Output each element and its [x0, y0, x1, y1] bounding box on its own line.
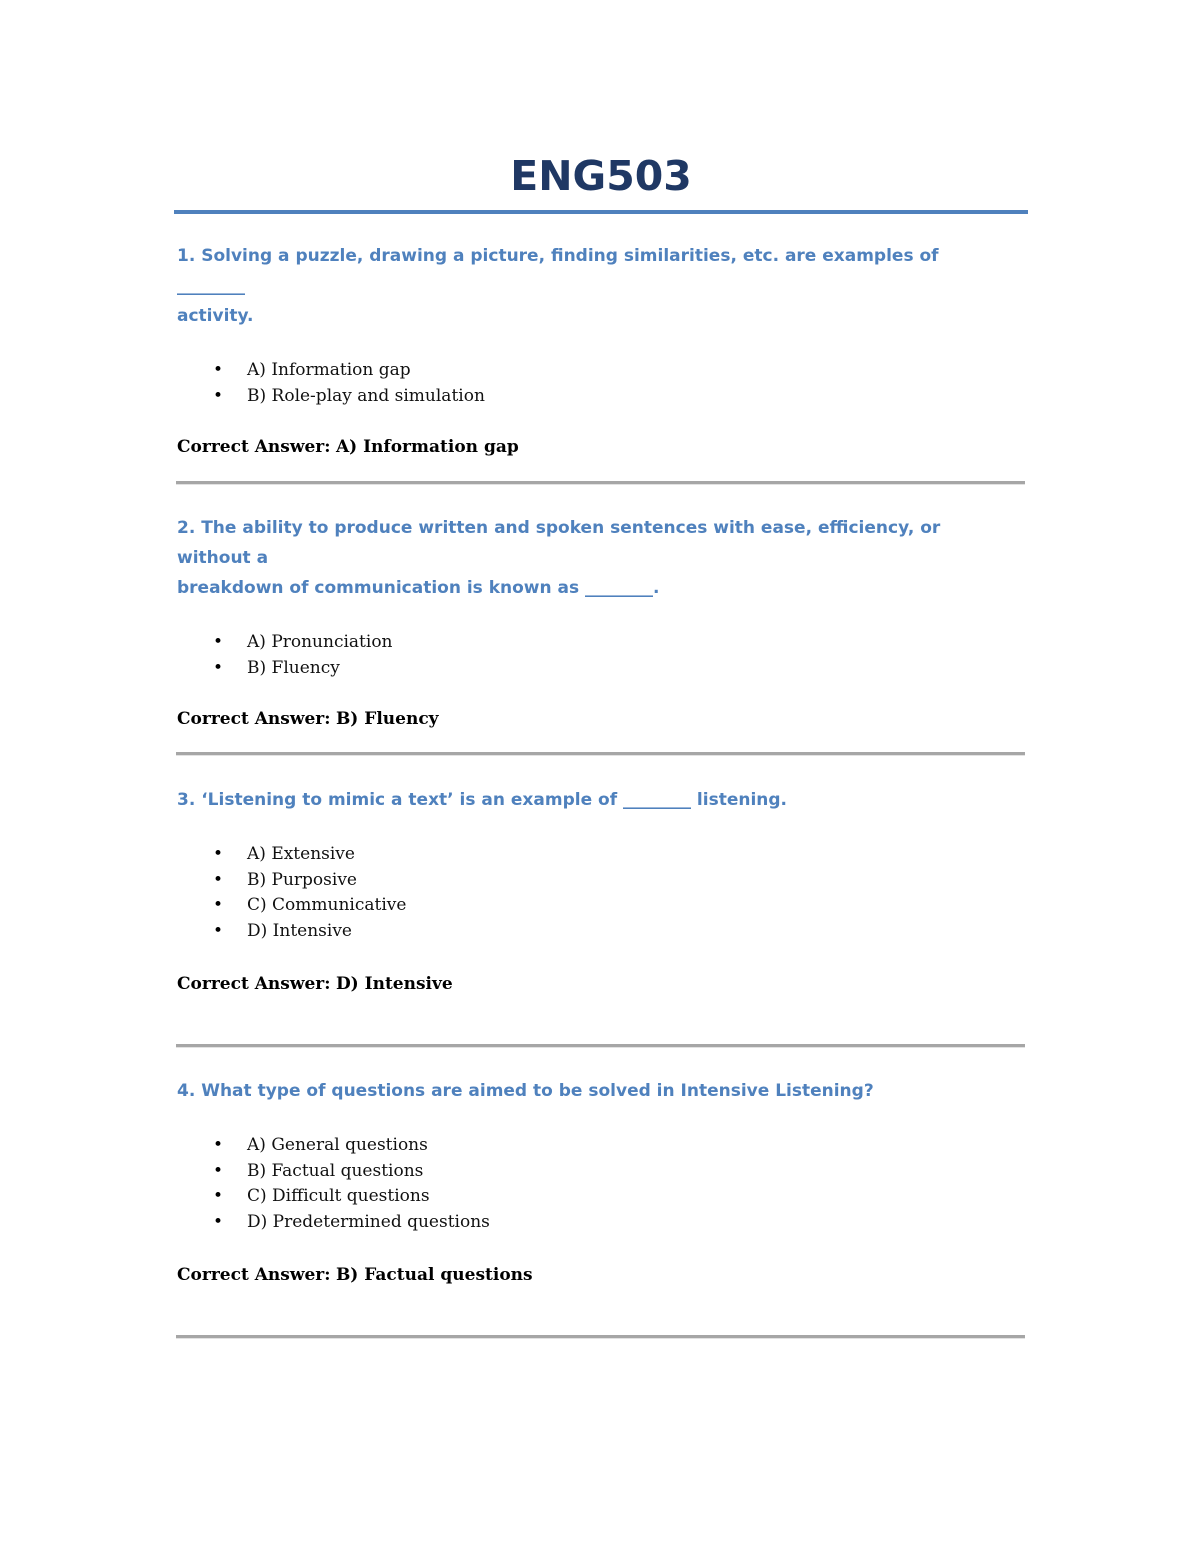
option-text: A) Pronunciation: [247, 632, 393, 652]
question-1: [177, 241, 1007, 460]
option: [177, 384, 1007, 410]
question-4-options: [177, 1133, 1007, 1235]
title-underline: [174, 210, 1028, 214]
bullet-icon: •: [212, 1211, 224, 1232]
bullet-icon: •: [212, 360, 224, 380]
document-title: ENG503: [510, 152, 692, 200]
answer-label: Correct Answer:: [177, 437, 331, 457]
option-text: A) Information gap: [247, 360, 411, 380]
question-2-line-2: breakdown of communication is known as ________.: [177, 578, 660, 598]
option-text: D) Intensive: [247, 920, 352, 941]
option: [177, 868, 1007, 894]
option-text: B) Role-play and simulation: [247, 385, 485, 406]
option: [177, 1133, 1007, 1159]
answer-label: Correct Answer:: [177, 974, 331, 994]
question-4-line-1: 4. What type of questions are aimed to be solved in Intensive Listening?: [177, 1081, 874, 1101]
option: [177, 1159, 1007, 1185]
question-2-line-1: 2. The ability to produce written and spoken sentences with ease, efficiency, or without a: [177, 518, 941, 568]
question-4: [177, 1076, 1007, 1288]
option-text: B) Fluency: [247, 657, 340, 678]
question-2-options: [177, 630, 1007, 681]
answer-value: A) Information gap: [335, 437, 519, 457]
question-3-options: [177, 842, 1007, 944]
option: [177, 1184, 1007, 1210]
option-text: B) Factual questions: [247, 1160, 424, 1181]
option: [177, 630, 1007, 656]
option-text: B) Purposive: [247, 869, 357, 890]
bullet-icon: •: [212, 869, 224, 890]
answer-label: Correct Answer:: [177, 1265, 331, 1285]
question-3-line-1: 3. ‘Listening to mimic a text’ is an example of ________ listening.: [177, 790, 788, 810]
question-1-options: [177, 358, 1007, 409]
question-4-correct-answer: [177, 1262, 1007, 1288]
answer-value: D) Intensive: [335, 974, 453, 994]
bullet-icon: •: [212, 1135, 224, 1155]
option-text: C) Difficult questions: [247, 1186, 430, 1206]
question-3: [177, 785, 1007, 997]
question-separator: [176, 752, 1025, 756]
bullet-icon: •: [212, 657, 224, 678]
bullet-icon: •: [212, 385, 224, 406]
option: [177, 656, 1007, 682]
question-separator: [176, 481, 1025, 485]
question-2-correct-answer: [177, 706, 1007, 732]
option: [177, 1210, 1007, 1236]
bullet-icon: •: [212, 1160, 224, 1181]
question-1-line-1: 1. Solving a puzzle, drawing a picture, finding similarities, etc. are examples of ________: [177, 246, 939, 296]
question-2: [177, 513, 1007, 732]
answer-value: B) Factual questions: [335, 1265, 533, 1285]
option: [177, 919, 1007, 945]
question-1-line-2: activity.: [177, 306, 254, 326]
option: [177, 842, 1007, 868]
option-text: C) Communicative: [247, 895, 407, 915]
bullet-icon: •: [212, 895, 224, 915]
bullet-icon: •: [212, 1186, 224, 1206]
option-text: A) General questions: [247, 1135, 428, 1155]
bullet-icon: •: [212, 920, 224, 941]
question-separator: [176, 1335, 1025, 1339]
question-1-correct-answer: [177, 434, 1007, 460]
option: [177, 893, 1007, 919]
answer-label: Correct Answer:: [177, 709, 331, 729]
question-separator: [176, 1044, 1025, 1048]
option: [177, 358, 1007, 384]
question-3-correct-answer: [177, 971, 1007, 997]
option-text: D) Predetermined questions: [247, 1211, 490, 1232]
answer-value: B) Fluency: [335, 709, 439, 729]
bullet-icon: •: [212, 632, 224, 652]
bullet-icon: •: [212, 844, 224, 864]
option-text: A) Extensive: [247, 844, 355, 864]
